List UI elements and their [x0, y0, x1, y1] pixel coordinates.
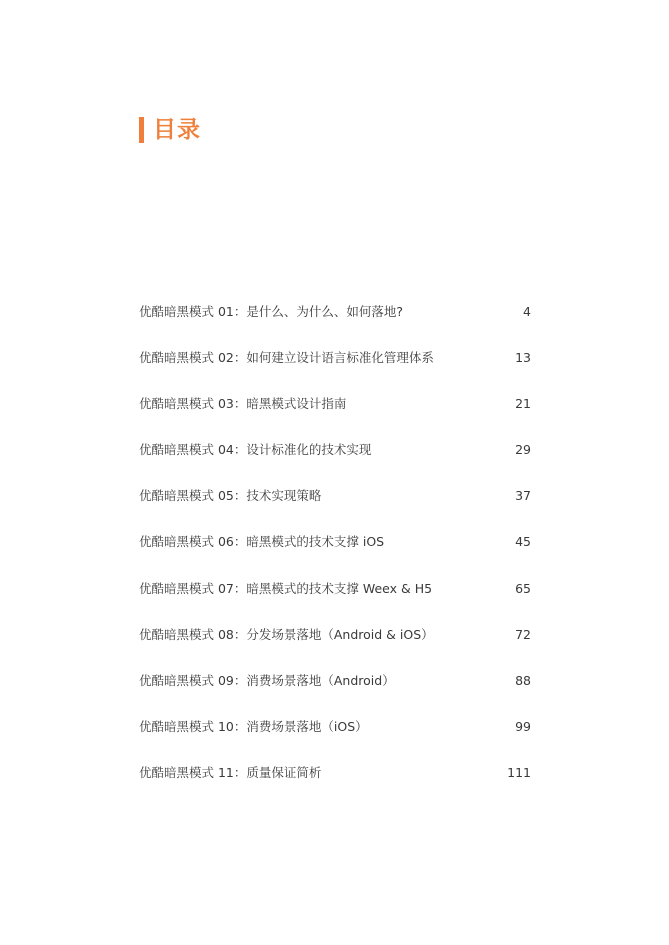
toc-entry[interactable] [139, 625, 531, 671]
toc-entry[interactable] [139, 440, 531, 486]
toc-entry[interactable] [139, 579, 531, 625]
toc-entry-title: 优酷暗黑模式 06：暗黑模式的技术支撑 iOS [139, 534, 385, 550]
toc-entry[interactable] [139, 763, 531, 809]
toc-entry[interactable] [139, 394, 531, 440]
toc-entry-title: 优酷暗黑模式 04：设计标准化的技术实现 [139, 442, 372, 458]
toc-entry-page: 72 [515, 626, 531, 642]
toc-entry-title: 优酷暗黑模式 11：质量保证简析 [139, 764, 322, 780]
toc-entry-title: 优酷暗黑模式 07：暗黑模式的技术支撑 Weex & H5 [139, 580, 433, 596]
toc-entry-title: 优酷暗黑模式 10：消费场景落地（iOS） [139, 718, 368, 734]
table-of-contents [139, 302, 531, 809]
toc-entry-page: 99 [515, 718, 531, 734]
toc-entry-page: 21 [515, 396, 531, 412]
toc-entry[interactable] [139, 486, 531, 532]
toc-entry[interactable] [139, 302, 531, 348]
toc-entry-page: 29 [515, 442, 531, 458]
toc-entry[interactable] [139, 532, 531, 578]
toc-entry-title: 优酷暗黑模式 02：如何建立设计语言标准化管理体系 [139, 350, 434, 366]
toc-entry-title: 优酷暗黑模式 09：消费场景落地（Android） [139, 672, 395, 688]
page-title [139, 116, 201, 144]
toc-entry-page: 65 [515, 580, 531, 596]
title-accent-bar [139, 117, 144, 143]
toc-entry-page: 37 [515, 488, 531, 504]
toc-entry-page: 88 [515, 672, 531, 688]
toc-entry-page: 111 [507, 764, 531, 780]
toc-entry[interactable] [139, 348, 531, 394]
toc-entry-page: 45 [515, 534, 531, 550]
toc-entry[interactable] [139, 671, 531, 717]
toc-entry-title: 优酷暗黑模式 05：技术实现策略 [139, 488, 322, 504]
toc-entry-page: 4 [523, 304, 531, 319]
page-title-text: 目录 [153, 117, 201, 143]
toc-entry-title: 优酷暗黑模式 08：分发场景落地（Android & iOS） [139, 626, 434, 642]
toc-entry-title: 优酷暗黑模式 01：是什么、为什么、如何落地? [139, 304, 404, 319]
toc-entry[interactable] [139, 717, 531, 763]
toc-entry-page: 13 [515, 350, 531, 366]
toc-entry-title: 优酷暗黑模式 03：暗黑模式设计指南 [139, 396, 347, 412]
